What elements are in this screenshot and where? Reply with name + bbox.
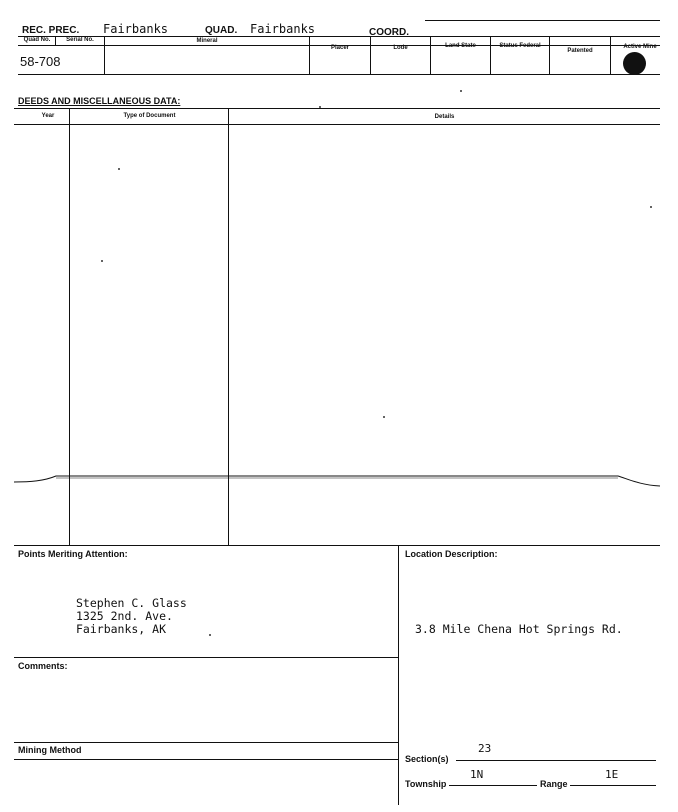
points-address: 1325 2nd. Ave. <box>76 609 173 623</box>
comments-label: Comments: <box>18 661 68 671</box>
mining-rule <box>14 742 398 743</box>
quad-no-header: Quad No. <box>23 37 51 43</box>
quad-label: QUAD. <box>205 25 238 36</box>
township-value: 1N <box>470 768 484 781</box>
fold-line <box>0 470 678 492</box>
patented-header: Patented <box>567 48 593 54</box>
location-label: Location Description: <box>405 549 498 559</box>
speck <box>101 260 103 262</box>
col-sep <box>55 36 56 45</box>
speck <box>319 106 321 108</box>
section-value: 23 <box>478 742 492 755</box>
col-sep <box>430 36 431 74</box>
col-sep <box>549 36 550 74</box>
speck <box>209 634 211 636</box>
range-label: Range <box>540 779 568 789</box>
speck <box>383 416 385 418</box>
range-line <box>570 785 656 786</box>
quad-value: Fairbanks <box>250 22 316 36</box>
mining-label: Mining Method <box>18 745 82 755</box>
mining-under-rule <box>14 759 398 760</box>
placer-header: Placer <box>330 45 349 51</box>
type-header: Type of Document <box>123 113 176 119</box>
year-header: Year <box>41 113 55 119</box>
range-value: 1E <box>605 768 619 781</box>
land-state-header: Land State <box>445 43 476 49</box>
col-sep <box>309 36 310 74</box>
speck <box>460 90 462 92</box>
col-sep <box>370 36 371 74</box>
active-header: Active Mine <box>623 44 657 50</box>
points-name: Stephen C. Glass <box>76 596 187 610</box>
speck <box>650 206 652 208</box>
deeds-top-rule <box>14 108 660 109</box>
points-label: Points Meriting Attention: <box>18 549 128 559</box>
status-federal-header: Status Federal <box>499 43 541 49</box>
details-header: Details <box>434 114 455 120</box>
section-label: Section(s) <box>405 754 449 764</box>
township-label: Township <box>405 779 447 789</box>
col-sep <box>490 36 491 74</box>
bottom-divider <box>398 545 399 805</box>
header-bottom-rule <box>18 74 660 75</box>
lode-header: Lode <box>393 45 408 51</box>
comments-rule <box>14 657 398 658</box>
active-mark <box>623 52 646 75</box>
header-top-rule <box>18 36 660 37</box>
bottom-section-rule <box>14 545 660 546</box>
rec-prec-label: REC. PREC. <box>22 25 80 36</box>
deeds-header-rule <box>14 124 660 125</box>
serial-no-header: Serial No. <box>66 37 94 43</box>
rec-prec-value: Fairbanks <box>103 22 169 36</box>
deeds-title: DEEDS AND MISCELLANEOUS DATA: <box>18 96 181 106</box>
quad-serial-value: 58-708 <box>20 54 61 69</box>
speck <box>118 168 120 170</box>
township-line <box>449 785 537 786</box>
col-sep <box>610 36 611 74</box>
mineral-header: Mineral <box>196 38 218 44</box>
section-line <box>456 760 656 761</box>
coord-label: COORD. <box>369 27 409 38</box>
points-city: Fairbanks, AK <box>76 622 167 636</box>
coord-rule <box>425 20 660 21</box>
location-text: 3.8 Mile Chena Hot Springs Rd. <box>415 622 623 636</box>
